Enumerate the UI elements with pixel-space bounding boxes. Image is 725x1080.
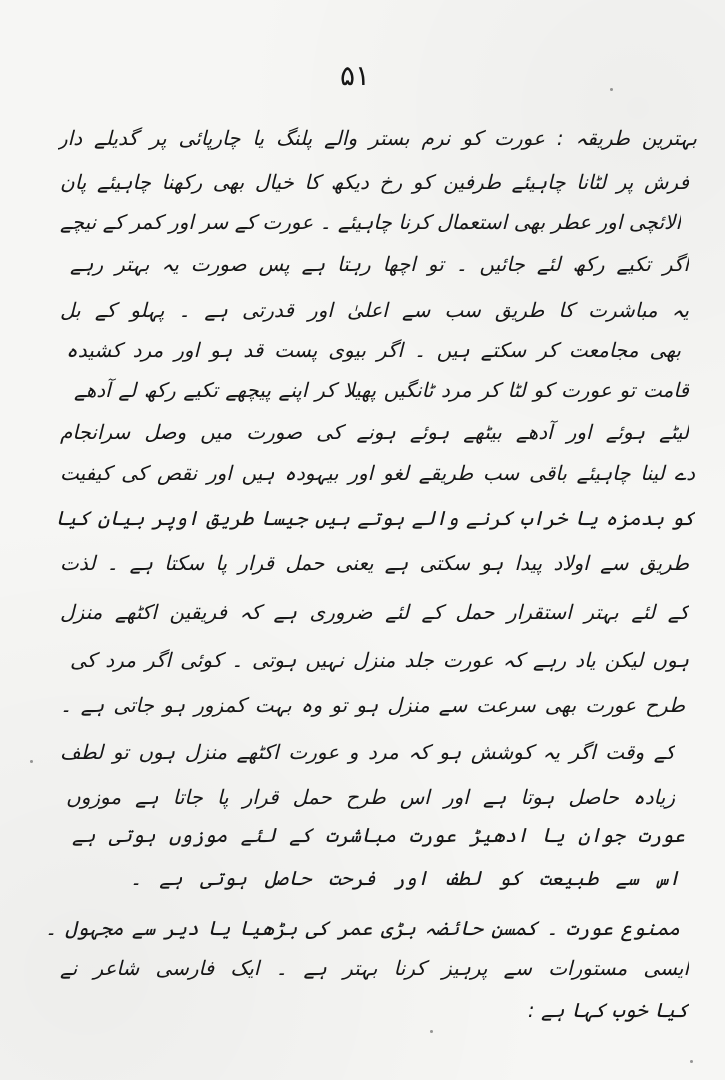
text-line: ممنوع عورت ۔ کمسن حائضہ بڑی عمر کی بڑھیا یا دیر سے مجہول ۔ bbox=[45, 916, 680, 940]
text-line: طرح عورت بھی سرعت سے منزل ہو تو وہ بہت کمزور ہو جاتی ہے ۔ bbox=[60, 693, 685, 717]
text-line: کو بدمزہ یا خراب کرنے والے ہوتے ہیں جیسا طریق اوپر بیان کیا bbox=[55, 506, 695, 530]
text-line: کیا خوب کہا ہے : bbox=[527, 998, 689, 1022]
text-line: زیادہ حاصل ہوتا ہے اور اس طرح حمل قرار پا جاتا ہے موزوں bbox=[66, 785, 675, 809]
text-line: کے وقت اگر یہ کوشش ہو کہ مرد و عورت اکٹھے منزل ہوں تو لطف bbox=[60, 740, 675, 764]
text-line: ایسی مستورات سے پرہیز کرنا بہتر ہے ۔ ایک فارسی شاعر نے bbox=[60, 956, 689, 980]
text-line: دے لینا چاہیئے باقی سب طریقے لغو اور بیہودہ ہیں اور نقص کی کیفیت bbox=[60, 461, 695, 485]
text-line: ہوں لیکن یاد رہے کہ عورت جلد منزل نہیں ہوتی ۔ کوئی اگر مرد کی bbox=[70, 648, 689, 672]
scan-speck bbox=[610, 88, 613, 91]
text-line: الائچی اور عطر بھی استعمال کرنا چاہیئے ۔ عورت کے سر اور کمر کے نیچے bbox=[60, 210, 681, 234]
scan-speck bbox=[690, 1060, 693, 1063]
text-line: لیٹے ہوئے اور آدھے بیٹھے ہوئے ہونے کی صورت میں وصل سرانجام bbox=[60, 420, 689, 444]
text-line: فرش پر لٹانا چاہیئے طرفین کو رخ دیکھ کا خیال بھی رکھنا چاہیئے پان bbox=[60, 170, 689, 194]
text-line: اگر تکیے رکھ لئے جائیں ۔ تو اچھا رہتا ہے پس صورت یہ بہتر رہے bbox=[70, 252, 689, 276]
text-line: عورت جوان یا ادھیڑ عورت مباشرت کے لئے موزوں ہوتی ہے bbox=[72, 823, 685, 847]
scan-speck bbox=[430, 1030, 433, 1033]
text-line: کے لئے بہتر استقرار حمل کے لئے ضروری ہے کہ فریقین اکٹھے منزل bbox=[60, 600, 689, 624]
page-number: ۵۱ bbox=[339, 59, 371, 92]
text-line: اس سے طبیعت کو لطف اور فرحت حاصل ہوتی ہے ۔ bbox=[130, 866, 680, 890]
text-line: بھی مجامعت کر سکتے ہیں ۔ اگر بیوی پست قد ہو اور مرد کشیدہ bbox=[66, 338, 681, 362]
text-line: طریق سے اولاد پیدا ہو سکتی ہے یعنی حمل قرار پا سکتا ہے ۔ لذت bbox=[60, 551, 689, 575]
scan-speck bbox=[30, 760, 33, 763]
text-line: یہ مباشرت کا طریق سب سے اعلیٰ اور قدرتی ہے ۔ پہلو کے بل bbox=[60, 298, 689, 322]
text-line: بہترین طریقہ : عورت کو نرم بستر والے پلنگ یا چارپائی پر گدیلے دار bbox=[58, 126, 697, 150]
text-line: قامت تو عورت کو لٹا کر مرد ٹانگیں پھیلا کر اپنے پیچھے تکیے رکھ لے آدھے bbox=[74, 378, 689, 402]
